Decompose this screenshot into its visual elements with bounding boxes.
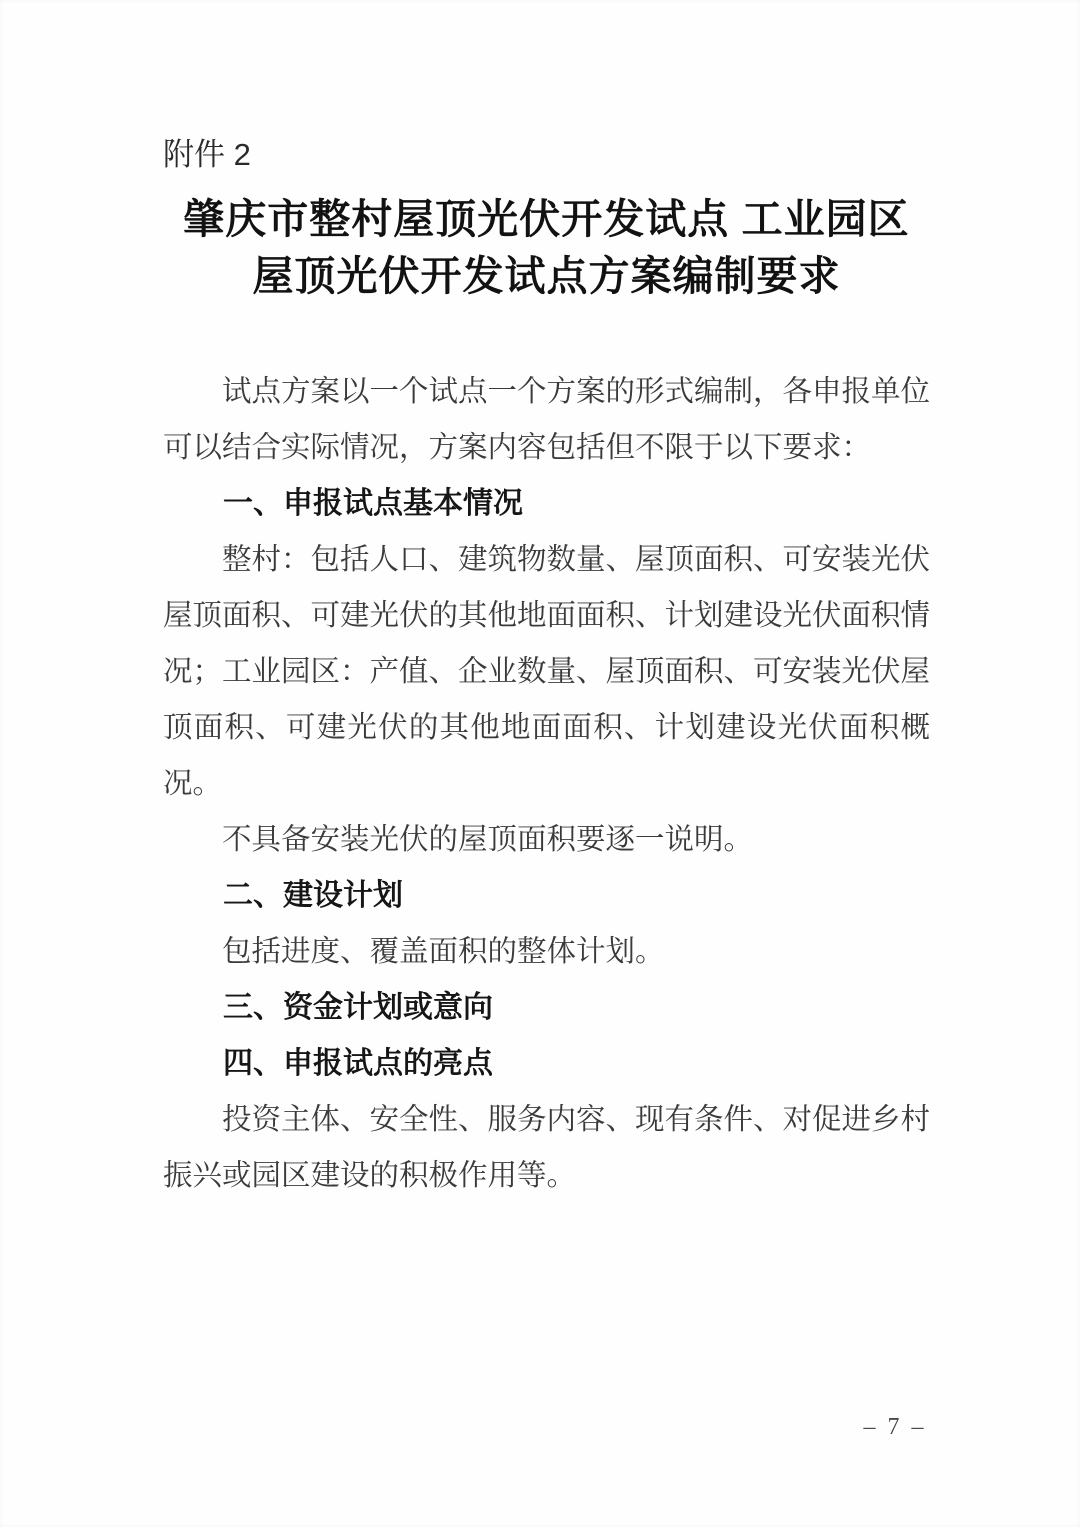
section-2-heading: 二、建设计划 [223, 879, 403, 912]
section-1-paragraph-1: 整村：包括人口、建筑物数量、屋顶面积、可安装光伏屋顶面积、可建光伏的其他地面面积、计划建设光伏面积情况；工业园区：产值、企业数量、屋顶面积、可安装光伏屋顶面积、可建光伏的其他地面面积、计划建设光伏面积概况。 [163, 544, 931, 800]
section-2-paragraph-1: 包括进度、覆盖面积的整体计划。 [222, 936, 665, 968]
intro-paragraph: 试点方案以一个试点一个方案的形式编制，各申报单位可以结合实际情况，方案内容包括但不限于以下要求： [163, 376, 931, 464]
section-4-heading: 四、申报试点的亮点 [223, 1047, 493, 1080]
section-1-paragraph-2: 不具备安装光伏的屋顶面积要逐一说明。 [222, 824, 754, 856]
document-title-line-1: 肇庆市整村屋顶光伏开发试点 工业园区 [183, 196, 910, 242]
attachment-label: 附件 2 [163, 137, 251, 172]
section-3-heading: 三、资金计划或意向 [223, 991, 493, 1024]
document-title [163, 191, 930, 305]
section-1-heading: 一、申报试点基本情况 [223, 487, 523, 520]
page-number: – 7 – [863, 1414, 927, 1440]
document-content [163, 0, 930, 1204]
section-4-paragraph-1: 投资主体、安全性、服务内容、现有条件、对促进乡村振兴或园区建设的积极作用等。 [163, 1104, 931, 1192]
document-title-line-2: 屋顶光伏开发试点方案编制要求 [252, 253, 841, 299]
